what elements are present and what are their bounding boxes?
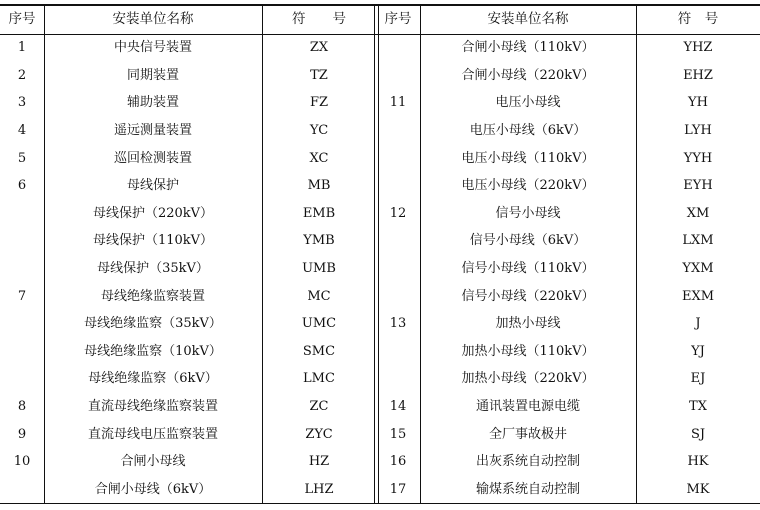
unit-symbol: ZC (309, 399, 329, 415)
unit-name: 信号小母线（220kV） (461, 288, 595, 304)
unit-symbol: ZYC (305, 426, 333, 442)
unit-name: 母线保护（110kV） (92, 233, 214, 249)
unit-symbol: XM (686, 205, 710, 221)
unit-name: 母线保护（220kV） (92, 205, 214, 221)
unit-name: 母线绝缘监察（10kV） (84, 343, 222, 359)
unit-symbol: LXM (682, 233, 714, 249)
row-seq: 4 (17, 123, 27, 139)
unit-symbol: SMC (302, 343, 336, 359)
unit-symbol: MK (686, 481, 710, 497)
row-seq (0, 338, 44, 366)
row-seq: 1 (17, 40, 27, 56)
unit-name: 母线绝缘监察（35kV） (84, 316, 222, 332)
unit-symbol: TX (689, 399, 707, 415)
unit-symbol: YYH (683, 150, 713, 166)
unit-symbol: EYH (683, 178, 713, 194)
unit-name: 信号小母线（110kV） (461, 261, 595, 277)
unit-name: 合闸小母线 (120, 454, 186, 470)
row-seq: 9 (17, 426, 27, 442)
unit-symbol: HZ (308, 454, 330, 470)
row-seq (376, 365, 420, 393)
unit-name: 电压小母线（6kV） (469, 123, 587, 139)
unit-name: 同期装置 (126, 67, 179, 83)
row-seq: 13 (389, 316, 407, 332)
unit-symbol: HK (687, 454, 709, 470)
unit-symbol: UMC (301, 316, 337, 332)
unit-symbol: YH (688, 95, 708, 111)
row-seq: 6 (17, 178, 27, 194)
unit-name: 合闸小母线（220kV） (461, 67, 595, 83)
unit-name: 直流母线电压监察装置 (87, 426, 218, 442)
header-seq: 序号 (8, 10, 36, 27)
row-seq (376, 117, 420, 145)
unit-name: 辅助装置 (126, 95, 179, 111)
unit-symbol: ZX (309, 40, 329, 56)
unit-symbol: LMC (303, 371, 335, 387)
unit-symbol: LHZ (304, 481, 334, 497)
header-seq: 序号 (384, 10, 412, 27)
row-seq: 12 (389, 205, 407, 221)
unit-symbol: TZ (310, 67, 328, 83)
unit-name: 全厂事故极井 (488, 426, 567, 442)
row-seq: 5 (17, 150, 27, 166)
row-seq: 14 (389, 399, 407, 415)
unit-symbol: MB (307, 178, 331, 194)
unit-symbol: EXM (681, 288, 715, 304)
unit-name: 遥远测量装置 (113, 123, 192, 139)
unit-symbol: YXM (682, 261, 714, 277)
unit-symbol: EHZ (683, 67, 713, 83)
unit-symbol: EMB (302, 205, 336, 221)
unit-symbol: SJ (690, 426, 706, 442)
header-unit-name: 安装单位名称 (112, 10, 194, 27)
unit-symbol: YJ (691, 343, 705, 359)
unit-name: 加热小母线（110kV） (461, 343, 595, 359)
row-seq (0, 227, 44, 255)
row-seq: 11 (389, 95, 407, 111)
row-seq (0, 310, 44, 338)
row-seq: 15 (389, 426, 407, 442)
row-seq: 17 (389, 481, 407, 497)
unit-symbol: EJ (690, 371, 706, 387)
row-seq (0, 200, 44, 228)
unit-symbol: LYH (684, 123, 712, 139)
row-seq: 3 (17, 95, 27, 111)
row-seq (376, 172, 420, 200)
unit-name: 巡回检测装置 (113, 150, 192, 166)
unit-symbol: MC (307, 288, 331, 304)
unit-name: 加热小母线 (495, 316, 561, 332)
unit-name: 中央信号装置 (113, 40, 192, 56)
row-seq (376, 144, 420, 172)
row-seq (376, 34, 420, 62)
unit-symbol: FZ (309, 95, 329, 111)
row-seq (376, 227, 420, 255)
row-seq (376, 62, 420, 90)
unit-name: 合闸小母线（6kV） (94, 481, 212, 497)
unit-name: 电压小母线（110kV） (461, 150, 595, 166)
row-seq: 8 (17, 399, 27, 415)
unit-name: 加热小母线（220kV） (461, 371, 595, 387)
unit-symbol: YMB (303, 233, 335, 249)
unit-name: 信号小母线（6kV） (469, 233, 587, 249)
unit-symbol: UMB (302, 261, 336, 277)
unit-name: 通讯装置电源电缆 (475, 399, 580, 415)
row-seq: 10 (13, 454, 31, 470)
row-seq (0, 365, 44, 393)
unit-name: 出灰系统自动控制 (475, 454, 580, 470)
unit-symbol: XC (309, 150, 329, 166)
row-seq (0, 476, 44, 504)
unit-name: 直流母线绝缘监察装置 (87, 399, 218, 415)
unit-symbol: YC (309, 123, 329, 139)
unit-name: 母线绝缘监察装置 (100, 288, 205, 304)
row-seq: 16 (389, 454, 407, 470)
unit-name: 母线绝缘监察（6kV） (88, 371, 218, 387)
unit-name: 合闸小母线（110kV） (461, 40, 595, 56)
header-symbol: 符 号 (292, 10, 346, 27)
unit-name: 母线保护（35kV） (97, 261, 209, 277)
row-seq (376, 255, 420, 283)
row-seq: 2 (17, 67, 27, 83)
header-unit-name: 安装单位名称 (487, 10, 569, 27)
row-seq (0, 255, 44, 283)
unit-name: 电压小母线（220kV） (461, 178, 595, 194)
row-seq: 7 (17, 288, 27, 304)
row-seq (376, 338, 420, 366)
unit-symbol: YHZ (683, 40, 713, 56)
header-symbol: 符 号 (677, 10, 719, 27)
unit-name: 母线保护 (126, 178, 179, 194)
row-seq (376, 282, 420, 310)
unit-symbol: J (695, 316, 701, 332)
unit-name: 电压小母线 (495, 95, 561, 111)
unit-name: 信号小母线 (495, 205, 561, 221)
unit-name: 输煤系统自动控制 (475, 481, 580, 497)
